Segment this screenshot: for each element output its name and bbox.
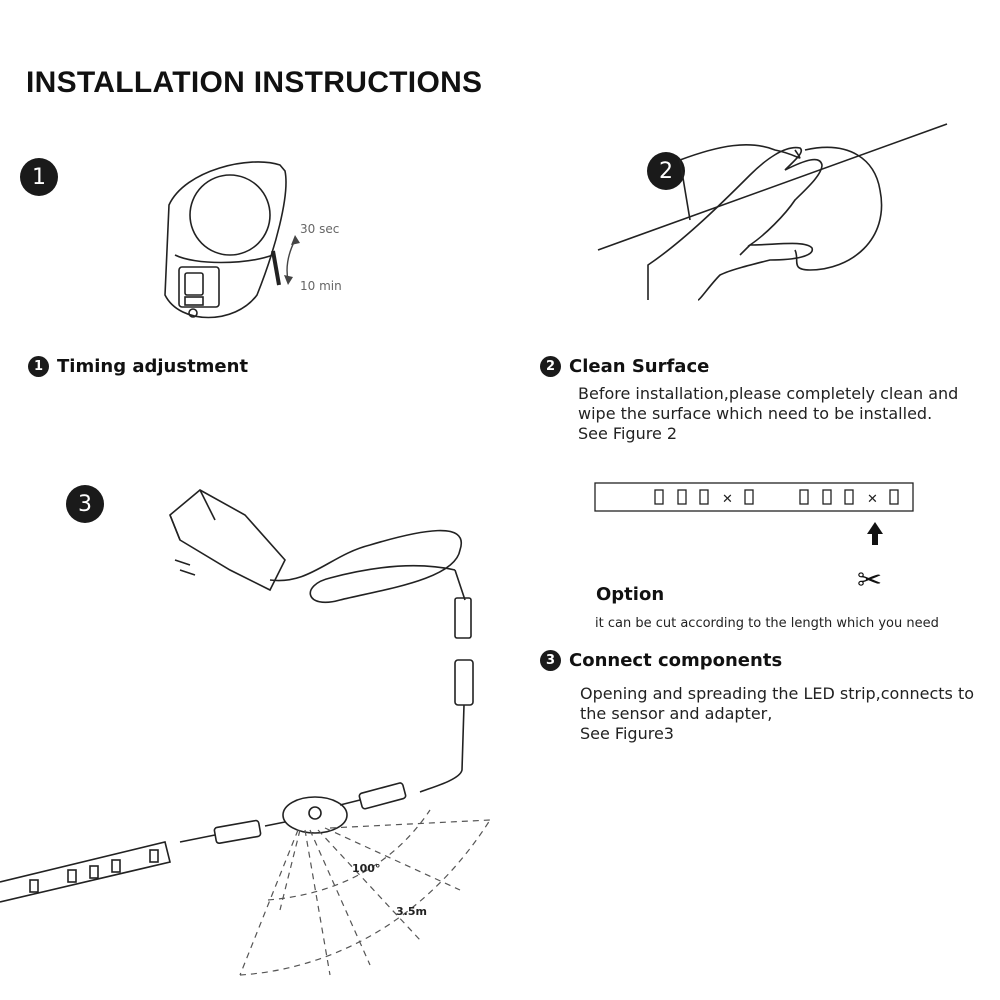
distance-label: 3.5m [396,905,427,918]
step-3-line: See Figure3 [580,724,674,743]
step-2-heading [540,356,709,377]
timing-sensor-illustration [155,155,355,335]
motion-sensor [283,797,347,833]
option-heading: Option [596,584,665,605]
led-strip [0,842,170,902]
step-3-badge: 3 [540,650,561,671]
step-2-line: wipe the surface which need to be installed. [578,404,933,423]
step-3-line: the sensor and adapter, [580,704,773,723]
step-1-title: Timing adjustment [57,356,249,377]
timing-arrow [287,240,295,280]
dc-plug [455,598,471,638]
connect-components-illustration [0,470,520,980]
step-2-badge: 2 [540,356,561,377]
step-2-description [578,384,988,444]
step-2-title: Clean Surface [569,356,710,377]
cut-mark-icon: ✕ [867,492,878,507]
page-title: INSTALLATION INSTRUCTIONS [26,66,483,99]
step-3-description [580,684,990,744]
detection-range [240,810,490,975]
step-1-heading [28,356,248,377]
power-adapter [170,490,285,590]
step-2-line: Before installation,please completely clean and [578,384,959,403]
figure-1-badge: 1 [20,158,58,196]
led-strip-cut-diagram [590,478,920,598]
dc-jack [455,660,473,705]
angle-label: 100° [352,862,381,875]
step-3-title: Connect components [569,650,783,671]
cut-mark-icon: ✕ [722,492,733,507]
step-3-line: Opening and spreading the LED strip,connects to [580,684,975,703]
arrow-up-icon [867,522,883,545]
step-1-badge: 1 [28,356,49,377]
scissors-icon: ✂ [857,563,883,598]
figure-2-badge: 2 [647,152,685,190]
figure-3-badge: 3 [66,485,104,523]
option-text: it can be cut according to the length which you need [595,616,939,631]
timing-down-label: 10 min [300,279,342,293]
clean-surface-illustration [590,120,950,305]
timing-up-label: 30 sec [300,222,340,236]
step-2-line: See Figure 2 [578,424,678,443]
step-3-heading [540,650,782,671]
